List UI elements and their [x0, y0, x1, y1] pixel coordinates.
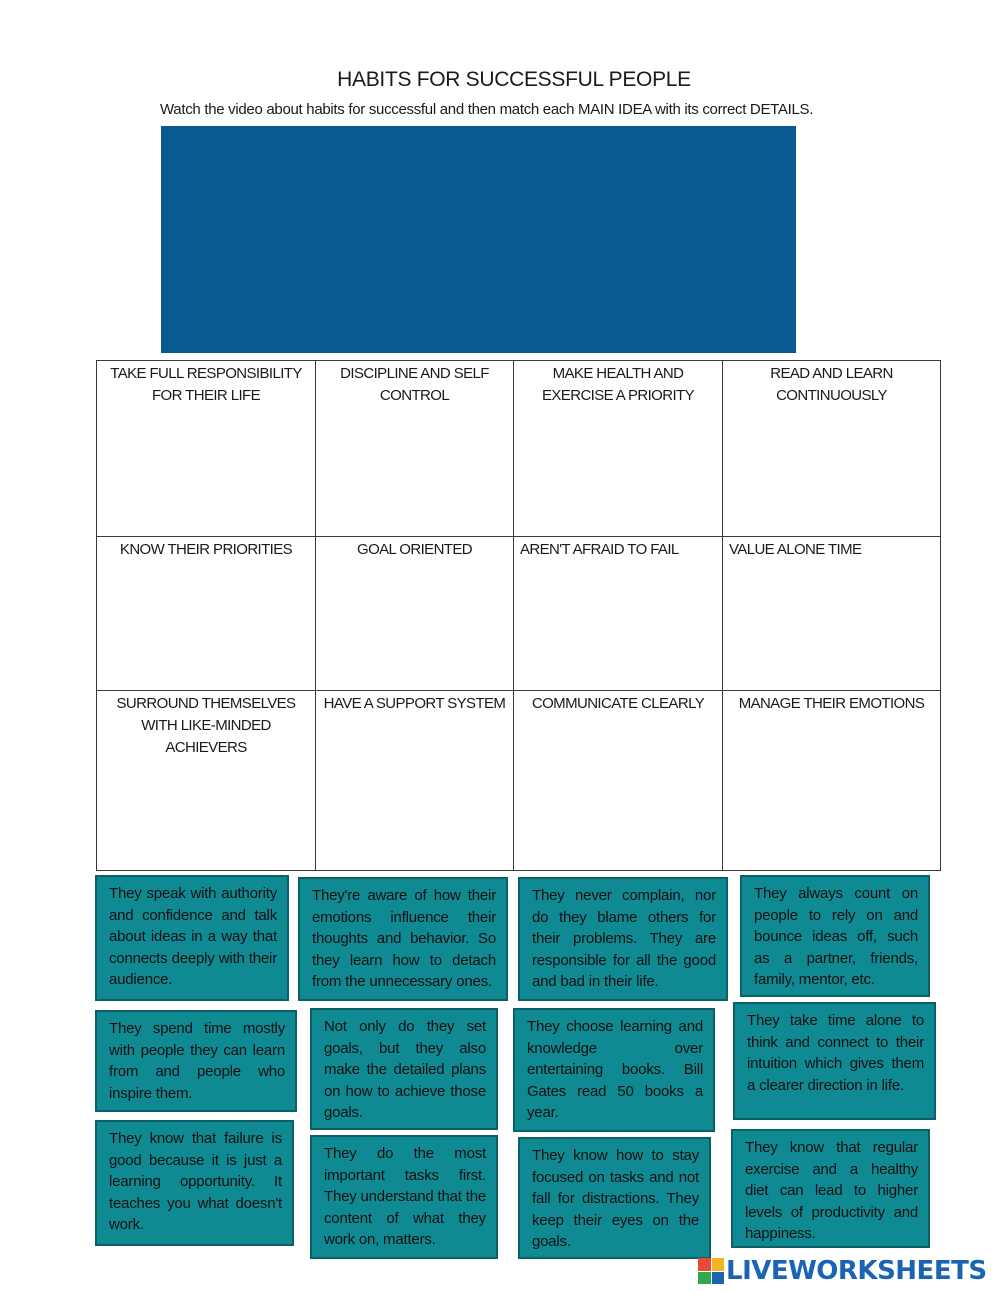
- page-title: HABITS FOR SUCCESSFUL PEOPLE: [337, 68, 691, 91]
- detail-card[interactable]: They know that regular exercise and a healthy diet can lead to higher levels of productivity and happiness.: [731, 1129, 930, 1248]
- logo-text: LIVEWORKSHEETS: [726, 1256, 987, 1286]
- video-player[interactable]: [161, 126, 796, 353]
- logo-mark-letter: [712, 1272, 725, 1285]
- main-idea-cell[interactable]: SURROUND THEMSELVES WITH LIKE-MINDED ACHIEVERS: [97, 691, 316, 871]
- detail-card[interactable]: They always count on people to rely on and bounce ideas off, such as a partner, friends, family, mentor, etc.: [740, 875, 930, 997]
- detail-card[interactable]: They're aware of how their emotions influence their thoughts and behavior. So they learn how to detach from the unnecessary ones.: [298, 877, 508, 1001]
- main-idea-cell[interactable]: VALUE ALONE TIME: [723, 537, 941, 691]
- logo-mark-letter: [698, 1258, 711, 1271]
- main-idea-grid: [96, 360, 941, 871]
- detail-card[interactable]: They spend time mostly with people they can learn from and people who inspire them.: [95, 1010, 297, 1112]
- detail-card[interactable]: They know how to stay focused on tasks and not fall for distractions. They keep their eyes on the goals.: [518, 1137, 711, 1259]
- main-idea-cell[interactable]: DISCIPLINE AND SELF CONTROL: [316, 361, 514, 537]
- main-idea-cell[interactable]: COMMUNICATE CLEARLY: [514, 691, 723, 871]
- logo-mark-icon: [698, 1258, 724, 1284]
- detail-card[interactable]: They take time alone to think and connect to their intuition which gives them a clearer direction in life.: [733, 1002, 936, 1120]
- main-idea-cell[interactable]: AREN'T AFRAID TO FAIL: [514, 537, 723, 691]
- logo-mark-letter: [712, 1258, 725, 1271]
- detail-card[interactable]: They speak with authority and confidence and talk about ideas in a way that connects deeply with their audience.: [95, 875, 289, 1001]
- main-idea-cell[interactable]: GOAL ORIENTED: [316, 537, 514, 691]
- logo-mark-letter: [698, 1272, 711, 1285]
- main-idea-cell[interactable]: MAKE HEALTH AND EXERCISE A PRIORITY: [514, 361, 723, 537]
- instructions: Watch the video about habits for successful and then match each MAIN IDEA with its correct DETAILS.: [160, 101, 814, 118]
- main-idea-cell[interactable]: READ AND LEARN CONTINUOUSLY: [723, 361, 941, 537]
- detail-card[interactable]: They choose learning and knowledge over entertaining books. Bill Gates read 50 books a year.: [513, 1008, 715, 1132]
- main-idea-cell[interactable]: TAKE FULL RESPONSIBILITY FOR THEIR LIFE: [97, 361, 316, 537]
- main-idea-cell[interactable]: MANAGE THEIR EMOTIONS: [723, 691, 941, 871]
- liveworksheets-logo: [698, 1256, 987, 1286]
- detail-card[interactable]: They do the most important tasks first. They understand that the content of what they work on, matters.: [310, 1135, 498, 1259]
- detail-card[interactable]: Not only do they set goals, but they also make the detailed plans on how to achieve those goals.: [310, 1008, 498, 1130]
- main-idea-cell[interactable]: KNOW THEIR PRIORITIES: [97, 537, 316, 691]
- detail-card[interactable]: They never complain, nor do they blame others for their problems. They are responsible for all the good and bad in their life.: [518, 877, 728, 1001]
- main-idea-cell[interactable]: HAVE A SUPPORT SYSTEM: [316, 691, 514, 871]
- detail-card[interactable]: They know that failure is good because it is just a learning opportunity. It teaches you what doesn't work.: [95, 1120, 294, 1246]
